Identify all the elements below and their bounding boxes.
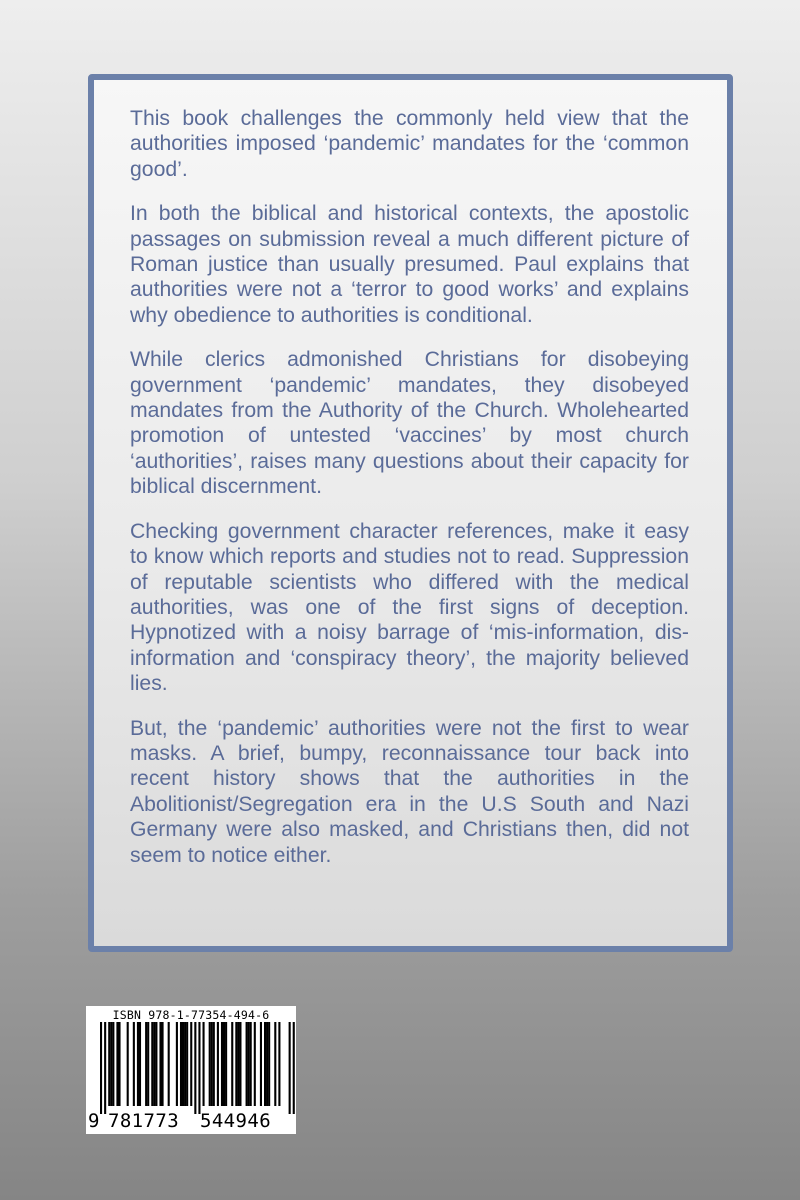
barcode-bar (176, 1022, 178, 1106)
barcode-bar (159, 1022, 161, 1106)
blurb-paragraph-5: But, the ‘pandemic’ authorities were not the first to wear masks. A brief, bumpy, reconnaissance tour back into recent history shows that the authorities in the Abolitionist/Segregation era in the U.S South and Nazi Germany were also masked, and Christians then, did not seem to notice either. (130, 716, 689, 867)
barcode-bar (145, 1022, 147, 1106)
barcode-bar (260, 1022, 262, 1106)
barcode-bar (225, 1022, 227, 1106)
barcode-bar (153, 1022, 155, 1106)
barcode-left-digits: 781773 (108, 1110, 180, 1132)
barcode-bar (264, 1022, 266, 1106)
barcode-lead-digit: 9 (88, 1110, 100, 1132)
barcode-bar (213, 1022, 215, 1106)
barcode-bar (186, 1022, 188, 1106)
barcode-bar (155, 1022, 157, 1106)
barcode-bar (112, 1022, 114, 1106)
blurb-paragraph-1: This book challenges the commonly held view that the authorities imposed ‘pandemic’ mandates for the ‘common good’. (130, 107, 689, 181)
barcode-bar (235, 1022, 237, 1106)
barcode-bar (190, 1022, 192, 1106)
barcode-bar (127, 1022, 129, 1106)
blurb-paragraph-4: Checking government character references, make it easy to know which reports and studies not to read. Suppression of reputable scientists who differed with the medical authorities, was one of the first signs of deception. Hypnotized with a noisy barrage of ‘mis-information, dis-information and ‘conspiracy theory’, the majority believed lies. (130, 519, 689, 696)
barcode-bar (274, 1022, 276, 1106)
barcode-bar (237, 1022, 239, 1106)
barcode-bar (162, 1022, 164, 1106)
barcode-bar (211, 1022, 213, 1106)
isbn-label: ISBN 978-1-77354-494-6 (112, 1008, 270, 1022)
barcode-bar (203, 1022, 205, 1106)
barcode-bar (250, 1022, 252, 1106)
barcode-bar (278, 1022, 280, 1106)
back-cover-blurb (88, 74, 733, 952)
barcode-bar (248, 1022, 250, 1106)
barcode-bars (86, 1022, 296, 1114)
barcode-bar (133, 1022, 135, 1106)
barcode-bar (108, 1022, 110, 1106)
barcode-bar (246, 1022, 248, 1106)
barcode-bar (104, 1022, 106, 1114)
barcode-bar (194, 1022, 196, 1114)
barcode-bar (266, 1022, 268, 1106)
barcode-bar (182, 1022, 184, 1106)
barcode-bar (239, 1022, 241, 1106)
barcode-bar (137, 1022, 139, 1106)
barcode-bar (110, 1022, 112, 1106)
barcode-bar (268, 1022, 270, 1106)
barcode-bar (168, 1022, 170, 1106)
barcode-bar (221, 1022, 223, 1106)
barcode-bar (223, 1022, 225, 1106)
barcode-bar (217, 1022, 219, 1106)
barcode-bar (231, 1022, 233, 1106)
barcode-bar (184, 1022, 186, 1106)
isbn-barcode (86, 1006, 296, 1134)
barcode-bar (198, 1022, 200, 1114)
blurb-paragraph-2: In both the biblical and historical contexts, the apostolic passages on submission reveal a much different picture of Roman justice than usually presumed. Paul explains that authorities were not a ‘terror to good works’ and explains why obedience to authorities is conditional. (130, 202, 689, 327)
barcode-bar (151, 1022, 153, 1106)
blurb-paragraph-3: While clerics admonished Christians for disobeying government ‘pandemic’ mandates, they disobeyed mandates from the Authority of the Church. Wholehearted promotion of untested ‘vaccines’ by most church ‘authorities’, raises many questions about their capacity for biblical discernment. (130, 348, 689, 499)
barcode-bar (116, 1022, 118, 1106)
barcode-bar (289, 1022, 291, 1114)
barcode-bar (118, 1022, 120, 1106)
barcode-bar (139, 1022, 141, 1106)
barcode-bar (180, 1022, 182, 1106)
barcode-bar (293, 1022, 295, 1114)
barcode-bar (100, 1022, 102, 1114)
barcode-right-digits: 544946 (200, 1110, 272, 1132)
barcode-bar (254, 1022, 256, 1106)
barcode-bar (209, 1022, 211, 1106)
barcode-bar (147, 1022, 149, 1106)
